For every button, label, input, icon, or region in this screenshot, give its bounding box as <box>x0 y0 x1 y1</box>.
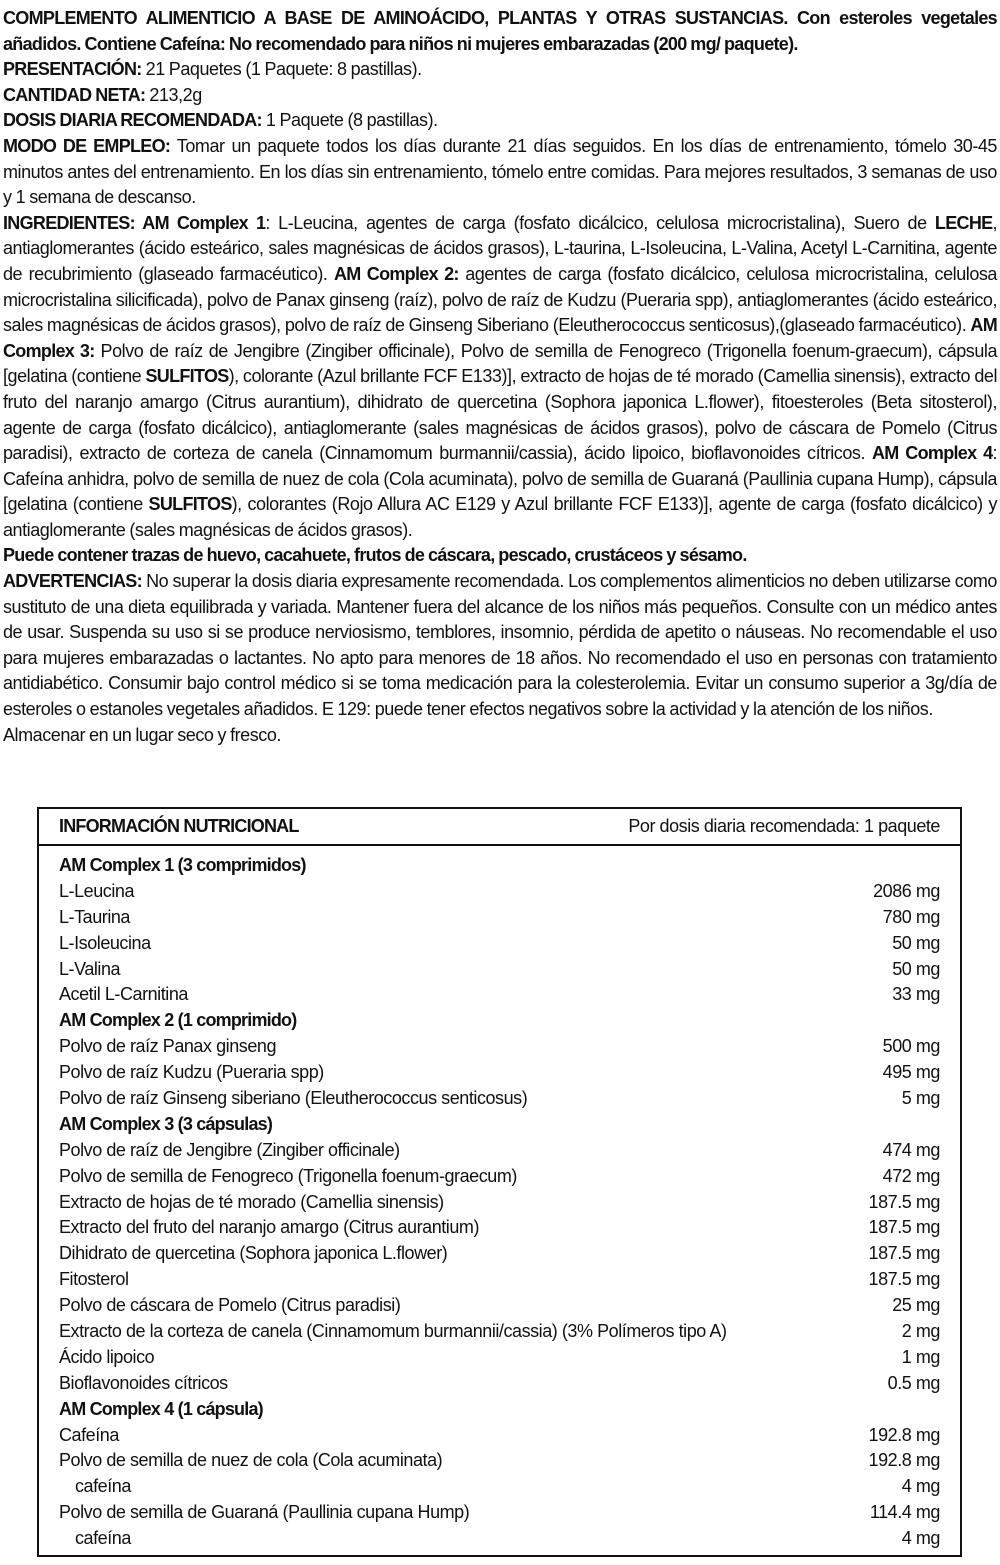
nutrition-row <box>59 1267 940 1293</box>
nutrient-name: AM Complex 3 (3 cápsulas) <box>59 1113 273 1134</box>
nutrition-row <box>59 1034 940 1060</box>
nutrient-name: Acetil L-Carnitina <box>59 984 188 1005</box>
warnings-paragraph: ADVERTENCIAS: No superar la dosis diaria expresamente recomendada. Los complementos alimenticios no deben utilizarse como sustituto de una dieta equilibrada y variada. Mantener fuera del alcance de los niños más pequeños. Consulte con un médico antes de usar. Suspenda su uso si se produce nerviosismo, temblores, insomnio, pérdida de apetito o náuseas. No recomendable el uso para mujeres embarazadas o lactantes. No apto para menores de 18 años. No recomendado el uso en personas con tratamiento antidiabético. Consumir bajo control médico si se toma medicación para la colesterolemia. Evitar un consumo superior a 3g/día de esteroles o estanoles vegetales añadidos. E 129: puede tener efectos negativos sobre la actividad y la atención de los niños. <box>3 571 997 720</box>
label-text-block <box>0 0 1000 748</box>
nutrition-row <box>59 1500 940 1526</box>
nutrient-name: Extracto de la corteza de canela (Cinnamomum burmannii/cassia) (3% Polímeros tipo A) <box>59 1321 727 1342</box>
nutrition-table-header <box>39 809 960 846</box>
ingredients-paragraph: INGREDIENTES: AM Complex 1: L-Leucina, agentes de carga (fosfato dicálcico, celulosa microcristalina), Suero de LECHE, antiaglomerantes (ácido esteárico, sales magnésicas de ácidos grasos), L-taurina, L-Isoleucina, L-Valina, Acetyl L-Carnitina, agente de recubrimiento (glaseado farmacéutico). AM Complex 2: agentes de carga (fosfato dicálcico, celulosa microcristalina, celulosa microcristalina silicificada), polvo de Panax ginseng (raíz), polvo de raíz de Kudzu (Pueraria spp), antiaglomerantes (ácido esteárico, sales magnésicas de ácidos grasos), polvo de raíz de Ginseng Siberiano (Eleutherococcus senticosus),(glaseado farmacéutico). AM Complex 3: Polvo de raíz de Jengibre (Zingiber officinale), Polvo de semilla de Fenogreco (Trigonella foenum-graecum), cápsula [gelatina (contiene SULFITOS), colorante (Azul brillante FCF E133)], extracto de hojas de té morado (Camellia sinensis), extracto del fruto del naranjo amargo (Citrus aurantium), dihidrato de quercetina (Sophora japonica L.flower), fitoesteroles (Beta sitosterol), agente de carga (fosfato dicálcico), antiaglomerante (sales magnésicas de ácidos grasos), polvo de cáscara de Pomelo (Citrus paradisi), extracto de corteza de canela (Cinnamomum burmannii/cassia), ácido lipoico, bioflavonoides cítricos. AM Complex 4: Cafeína anhidra, polvo de semilla de nuez de cola (Cola acuminata), polvo de semilla de Guaraná (Paullinia cupana Hump), cápsula [gelatina (contiene SULFITOS), colorantes (Rojo Allura AC E129 y Azul brillante FCF E133)], agente de carga (fosfato dicálcico) y antiaglomerante (sales magnésicas de ácidos grasos). <box>3 212 998 540</box>
nutrient-amount: 187.5 mg <box>868 1269 940 1290</box>
nutrient-amount: 0.5 mg <box>887 1372 940 1393</box>
nutrient-name: Polvo de semilla de nuez de cola (Cola acuminata) <box>59 1450 443 1471</box>
net-quantity-line: CANTIDAD NETA: 213,2g <box>3 84 202 105</box>
nutrition-row <box>59 905 940 931</box>
nutrient-name: Polvo de semilla de Guaraná (Paullinia cupana Hump) <box>59 1502 470 1523</box>
nutrition-row <box>59 1086 940 1112</box>
nutrition-row <box>59 1060 940 1086</box>
storage-instructions: Almacenar en un lugar seco y fresco. <box>3 724 281 745</box>
nutrient-amount: 1 mg <box>901 1346 940 1367</box>
nutrition-row <box>59 1138 940 1164</box>
traces-warning: Puede contener trazas de huevo, cacahuete, frutos de cáscara, pescado, crustáceos y sésamo. <box>3 545 747 566</box>
nutrition-row <box>59 931 940 957</box>
nutrition-row <box>59 1241 940 1267</box>
daily-dose-line: DOSIS DIARIA RECOMENDADA: 1 Paquete (8 pastillas). <box>3 110 438 131</box>
nutrient-name: AM Complex 1 (3 comprimidos) <box>59 855 306 875</box>
nutrient-name: Extracto del fruto del naranjo amargo (Citrus aurantium) <box>59 1217 480 1238</box>
nutrient-name: Polvo de raíz Kudzu (Pueraria spp) <box>59 1062 324 1083</box>
nutrient-name: Cafeína <box>59 1424 119 1445</box>
nutrient-name: Ácido lipoico <box>59 1346 155 1367</box>
nutrition-group-heading <box>59 1008 940 1034</box>
allergen-milk: LECHE <box>934 212 993 233</box>
nutrition-group-heading <box>59 1112 940 1138</box>
nutrition-row <box>59 1526 940 1552</box>
nutrient-name: Polvo de semilla de Fenogreco (Trigonella foenum-graecum) <box>59 1165 517 1186</box>
nutrition-group-heading <box>59 1397 940 1423</box>
nutrient-amount: 192.8 mg <box>868 1424 940 1445</box>
nutrient-amount: 495 mg <box>882 1062 940 1083</box>
nutrition-row <box>59 1293 940 1319</box>
nutrition-row <box>59 1190 940 1216</box>
nutrition-row <box>59 1345 940 1371</box>
nutrient-name: cafeína <box>75 1476 131 1497</box>
nutrition-row <box>59 1319 940 1345</box>
nutrient-amount: 4 mg <box>901 1528 940 1549</box>
nutrient-amount: 5 mg <box>901 1088 940 1109</box>
nutrition-group-heading <box>59 853 940 879</box>
nutrition-row <box>59 1164 940 1190</box>
nutrition-row <box>59 957 940 983</box>
per-dose-label: Por dosis diaria recomendada: 1 paquete <box>628 816 940 836</box>
nutrient-amount: 474 mg <box>882 1139 940 1160</box>
nutrient-name: Fitosterol <box>59 1269 129 1290</box>
allergen-sulphites: SULFITOS <box>148 494 232 515</box>
nutrient-amount: 2 mg <box>901 1321 940 1342</box>
nutrition-table-body <box>39 846 960 1552</box>
nutrition-table <box>37 807 962 1557</box>
presentation-line: PRESENTACIÓN: 21 Paquetes (1 Paquete: 8 pastillas). <box>3 59 422 80</box>
nutrition-row <box>59 982 940 1008</box>
nutrition-row <box>59 1423 940 1449</box>
allergen-sulphites: SULFITOS <box>145 366 229 387</box>
nutrient-name: Polvo de raíz Panax ginseng <box>59 1036 276 1057</box>
nutrient-name: L-Isoleucina <box>59 932 151 953</box>
nutrient-name: Polvo de cáscara de Pomelo (Citrus paradisi) <box>59 1295 401 1316</box>
nutrient-amount: 114.4 mg <box>869 1502 940 1523</box>
nutrient-amount: 192.8 mg <box>868 1450 940 1471</box>
nutrition-row <box>59 879 940 905</box>
nutrition-title: INFORMACIÓN NUTRICIONAL <box>59 816 299 836</box>
nutrient-amount: 500 mg <box>882 1036 940 1057</box>
nutrient-name: AM Complex 2 (1 comprimido) <box>59 1010 297 1031</box>
nutrient-name: cafeína <box>75 1528 131 1549</box>
nutrition-row <box>59 1474 940 1500</box>
nutrient-name: Polvo de raíz de Jengibre (Zingiber officinale) <box>59 1139 400 1160</box>
usage-instructions: MODO DE EMPLEO: Tomar un paquete todos los días durante 21 días seguidos. En los días de entrenamiento, tómelo 30-45 minutos antes del entrenamiento. En los días sin entrenamiento, tómelo entre comidas. Para mejores resultados, 3 semanas de uso y 1 semana de descanso. <box>3 135 997 208</box>
nutrient-name: L-Taurina <box>59 906 130 927</box>
nutrient-amount: 2086 mg <box>873 880 940 901</box>
nutrient-amount: 33 mg <box>892 984 940 1005</box>
nutrient-amount: 187.5 mg <box>868 1217 940 1238</box>
nutrition-row <box>59 1371 940 1397</box>
nutrition-row <box>59 1448 940 1474</box>
nutrient-amount: 50 mg <box>892 932 940 953</box>
nutrient-amount: 187.5 mg <box>868 1243 940 1264</box>
nutrient-amount: 780 mg <box>882 906 940 927</box>
nutrition-row <box>59 1215 940 1241</box>
nutrient-name: Polvo de raíz Ginseng siberiano (Eleutherococcus senticosus) <box>59 1088 528 1109</box>
nutrient-amount: 472 mg <box>882 1165 940 1186</box>
nutrient-name: Extracto de hojas de té morado (Camellia sinensis) <box>59 1191 444 1212</box>
nutrient-amount: 187.5 mg <box>868 1191 940 1212</box>
nutrient-name: Bioflavonoides cítricos <box>59 1372 228 1393</box>
nutrient-name: Dihidrato de quercetina (Sophora japonica L.flower) <box>59 1243 448 1264</box>
nutrient-amount: 25 mg <box>892 1295 940 1316</box>
nutrient-amount: 50 mg <box>892 958 940 979</box>
nutrient-name: L-Valina <box>59 958 121 979</box>
nutrient-name: L-Leucina <box>59 880 135 901</box>
nutrient-name: AM Complex 4 (1 cápsula) <box>59 1398 263 1419</box>
product-description: COMPLEMENTO ALIMENTICIO A BASE DE AMINOÁCIDO, PLANTAS Y OTRAS SUSTANCIAS. Con esteroles vegetales añadidos. Contiene Cafeína: No recomendado para niños ni mujeres embarazadas (200 mg/ paquete). <box>3 8 997 54</box>
nutrient-amount: 4 mg <box>901 1476 940 1497</box>
